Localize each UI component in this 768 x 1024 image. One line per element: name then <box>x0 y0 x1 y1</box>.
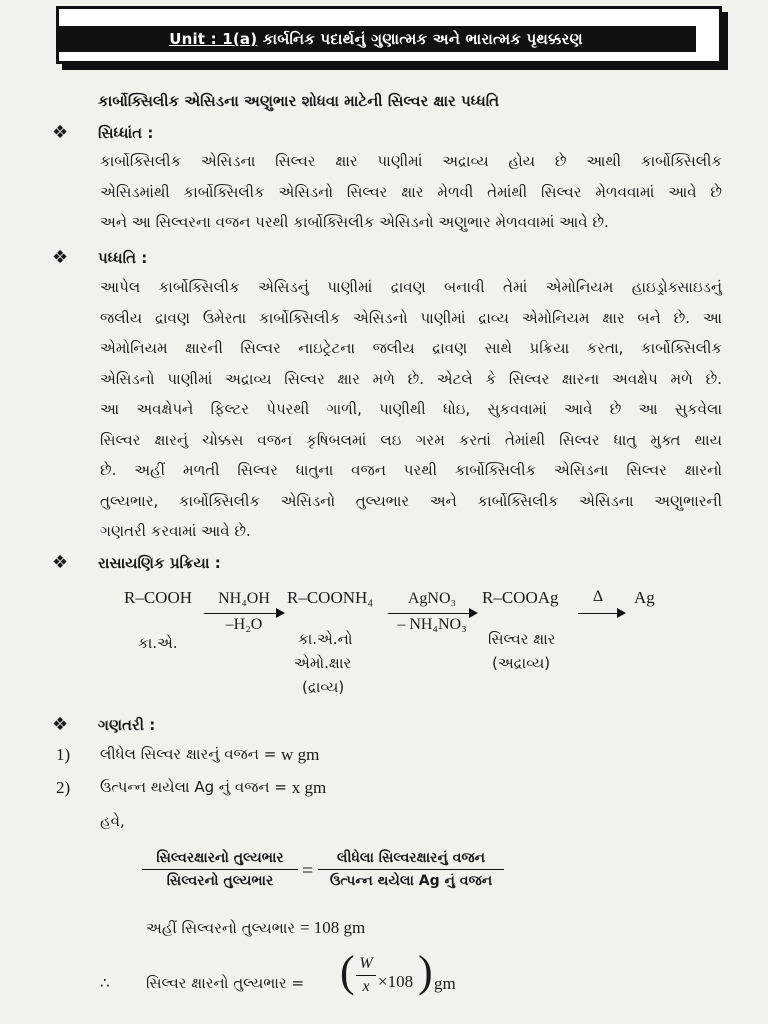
intermediate: R–COONH₄ <box>287 588 374 607</box>
intermediate-label-3: (દ્રાવ્ય) <box>302 678 345 696</box>
product: Ag <box>634 588 655 607</box>
reagent2-top: AgNO₃ <box>407 590 457 607</box>
calculation-heading <box>52 714 155 735</box>
final-text: સિલ્વર ક્ષારનો તુલ્યભાર = <box>146 974 305 992</box>
method-line: તુલ્યભાર, કાર્બોક્સિલીક એસિડનો તુલ્યભાર અને કાર્બોક્સિલીક એસિડના અણુભારની <box>100 491 722 510</box>
principle-heading-text: સિધ્ધાંત : <box>98 123 154 142</box>
item-value: w gm <box>281 745 320 764</box>
arrow-3 <box>578 613 618 614</box>
unit-banner <box>46 6 722 70</box>
reagent1-bottom: –H₂O <box>225 616 263 633</box>
fraction-bar <box>356 975 376 976</box>
calc-item-2 <box>56 778 326 798</box>
fraction-right-numerator: લીધેલા સિલ્વરક્ષારનું વજન <box>336 850 486 866</box>
reaction-heading-text: રાસાયણિક પ્રક્રિયા : <box>98 553 221 572</box>
calc-item-1 <box>56 745 319 765</box>
silver-eq-text: અહીં સિલ્વરનો તુલ્યભાર <box>146 919 296 937</box>
principle-line: કાર્બોક્સિલીક એસિડના સિલ્વર ક્ષાર પાણીમાં અદ્રાવ્ય હોય છે આથી કાર્બોક્સિલીક <box>100 152 722 170</box>
fraction-bar <box>142 869 298 870</box>
method-line: આપેલ કાર્બોક્સિલીક એસિડનું પાણીમાં દ્રાવણ બનાવી તેમાં એમોનિયમ હાઇડ્રોક્સાઇડનું <box>100 278 722 296</box>
method-line: સિલ્વર ક્ષારનું ચોક્કસ વજન કૃષિબલમાં લઇ ગરમ કરતાં તેમાંથી સિલ્વર ધાતુ મુક્ત થાય <box>100 430 722 449</box>
method-line: ગણતરી કરવામાં આવે છે. <box>100 522 251 540</box>
fraction-right <box>318 850 504 889</box>
intermediate-label-1: કા.એ.નો <box>298 630 353 648</box>
item-number: 1) <box>56 745 71 764</box>
principle-paragraph <box>100 146 722 238</box>
arrow-1 <box>204 613 276 614</box>
principle-line: અને આ સિલ્વરના વજન પરથી કાર્બોક્સિલીક એસિડનો અણુભાર મેળવવામાં આવે છે. <box>100 213 609 231</box>
reagent2-bottom: – NH₄NO₃ <box>397 616 467 633</box>
method-heading <box>52 247 147 268</box>
now-text: હવે, <box>100 812 125 830</box>
unit-title: કાર્બનિક પદાર્થનું ગુણાત્મક અને ભારાત્મક પૃથક્કરણ <box>262 30 583 48</box>
final-multiplier: ×108 <box>378 972 414 991</box>
method-line: એમોનિયમ ક્ષારની સિલ્વર નાઇટ્રેટના જલીય દ્રાવણ સાથે પ્રક્રિયા કરતા, કાર્બોક્સિલીક <box>100 339 722 357</box>
method-paragraph <box>100 272 722 547</box>
reactant-label: કા.એ. <box>138 634 178 652</box>
fraction-left-denominator: સિલ્વરનો તુલ્યભાર <box>166 873 274 889</box>
principle-heading <box>52 122 153 143</box>
reaction-heading <box>52 552 221 573</box>
method-line: એસિડનો પાણીમાં અદ્રાવ્ય સિલ્વર ક્ષાર મળે છે. એટલે કે સિલ્વર ક્ષારના અવક્ષેપ મળે છે. <box>100 369 722 388</box>
arrow-head-icon <box>617 608 626 618</box>
fraction-left <box>142 850 298 889</box>
method-heading-text: પધ્ધતિ : <box>98 248 148 267</box>
banner-bar <box>56 26 696 52</box>
silver-salt-label-1: સિલ્વર ક્ષાર <box>488 630 556 648</box>
bullet-icon: ❖ <box>52 552 69 573</box>
silver-eq-value: = 108 gm <box>299 918 366 937</box>
arrow-2 <box>388 613 470 614</box>
bullet-icon: ❖ <box>52 714 69 735</box>
bullet-icon: ❖ <box>52 247 69 268</box>
final-unit: gm <box>434 974 456 993</box>
item-text: ઉત્પન્ન થયેલા Ag નું વજન = <box>100 778 287 796</box>
item-number: 2) <box>56 778 71 797</box>
principle-line: એસિડમાંથી કાર્બોક્સિલીક એસિડનો સિલ્વર ક્ષાર મેળવી તેમાંથી સિલ્વર મેળવવામાં આવે છે <box>100 182 722 201</box>
fraction-left-numerator: સિલ્વરક્ષારનો તુલ્યભાર <box>156 850 284 866</box>
silver-eq-line <box>146 918 365 938</box>
item-text: લીધેલ સિલ્વર ક્ષારનું વજન = <box>100 745 277 763</box>
heat-symbol: Δ <box>592 588 604 605</box>
unit-label: Unit : 1(a) <box>169 30 258 48</box>
silver-salt: R–COOAg <box>482 588 559 607</box>
calculation-heading-text: ગણતરી : <box>98 715 156 734</box>
equals-sign: = <box>302 860 314 882</box>
method-line: છે. અહીં મળતી સિલ્વર ધાતુના વજન પરથી કાર્બોક્સિલીક એસિડના સિલ્વર ક્ષારનો <box>100 461 722 479</box>
fraction-right-denominator: ઉત્પન્ન થયેલા Ag નું વજન <box>329 873 493 889</box>
intermediate-label-2: એમો.ક્ષાર <box>294 654 352 672</box>
therefore-symbol: ∴ <box>100 974 110 992</box>
reagent1-top: NH₄OH <box>218 590 270 607</box>
final-numerator: W <box>359 955 373 972</box>
fraction-bar <box>318 869 504 870</box>
page-title: કાર્બોક્સિલીક એસિડના અણુભાર શોધવા માટેની સિલ્વર ક્ષાર પધ્ધતિ <box>98 92 500 110</box>
item-value: x gm <box>291 778 327 797</box>
final-denominator: x <box>362 978 370 995</box>
final-fraction <box>356 955 376 996</box>
method-line: જલીય દ્રાવણ ઉમેરતા કાર્બોક્સિલીક એસિડનો પાણીમાં દ્રાવ્ય એમોનિયમ ક્ષાર બને છે. આ <box>100 308 722 327</box>
left-paren: ( <box>340 947 355 996</box>
bullet-icon: ❖ <box>52 122 69 143</box>
reactant: R–COOH <box>124 588 193 607</box>
method-line: આ અવક્ષેપને ફિલ્ટર પેપરથી ગાળી, પાણીથી ધોઇ, સુકવવામાં આવે છે આ સુકવેલા <box>100 400 722 418</box>
silver-salt-label-2: (અદ્રાવ્ય) <box>492 654 551 672</box>
right-paren: ) <box>418 947 433 996</box>
